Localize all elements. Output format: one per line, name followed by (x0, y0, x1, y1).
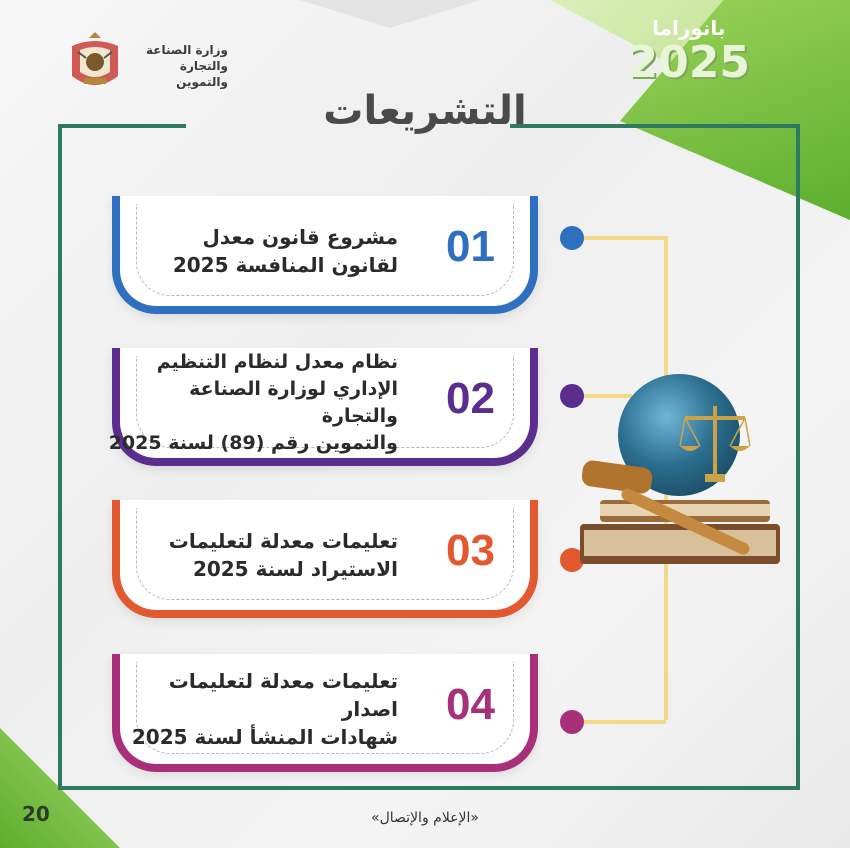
background-triangle (300, 0, 480, 28)
item-text-line: الاستيراد لسنة 2025 (192, 557, 398, 581)
item-text-line: والتموين رقم (89) لسنة 2025 (108, 432, 398, 454)
brand-block (628, 16, 750, 86)
item-text (108, 348, 398, 458)
coat-of-arms-logo (62, 28, 128, 94)
frame-left (58, 124, 62, 790)
frame-bottom (58, 786, 800, 790)
connector-4 (572, 720, 666, 724)
item-card-2 (108, 348, 538, 466)
ministry-line-2: والتجارة والتموين (176, 59, 228, 89)
item-text-line: مشروع قانون معدل (202, 225, 398, 249)
item-text-line: الإداري لوزارة الصناعة والتجارة (189, 378, 398, 427)
item-text-line: شهادات المنشأ لسنة 2025 (131, 725, 398, 749)
item-dot-4 (560, 710, 584, 734)
item-number: 01 (446, 222, 495, 271)
item-dot-1 (560, 226, 584, 250)
page-number: 20 (22, 802, 50, 826)
footer-text: «الإعلام والإتصال» (371, 810, 479, 826)
item-text-line: تعليمات معدلة لتعليمات (168, 529, 398, 553)
item-text (128, 196, 398, 306)
page-title: التشريعات (323, 88, 527, 134)
ministry-line-1: وزارة الصناعة (146, 43, 228, 57)
item-card-4 (112, 654, 538, 772)
frame-top-right (510, 124, 800, 128)
item-text-line: نظام معدل لنظام التنظيم (156, 351, 398, 373)
item-number: 04 (446, 680, 495, 729)
item-number: 02 (446, 374, 495, 423)
connector-1 (572, 236, 666, 240)
brand-name: بانوراما (652, 16, 726, 40)
item-dot-2 (560, 384, 584, 408)
item-number: 03 (446, 526, 495, 575)
frame-right (796, 124, 800, 790)
item-card-1 (112, 196, 538, 314)
gavel-icon (582, 456, 772, 566)
frame-top-left (58, 124, 186, 128)
item-text (128, 654, 398, 764)
item-text-line: لقانون المنافسة 2025 (172, 253, 398, 277)
brand-year: 2025 (627, 37, 750, 88)
item-text (128, 500, 398, 610)
ministry-name (128, 42, 228, 90)
item-text-line: تعليمات معدلة لتعليمات اصدار (168, 669, 398, 721)
item-card-3 (112, 500, 538, 618)
